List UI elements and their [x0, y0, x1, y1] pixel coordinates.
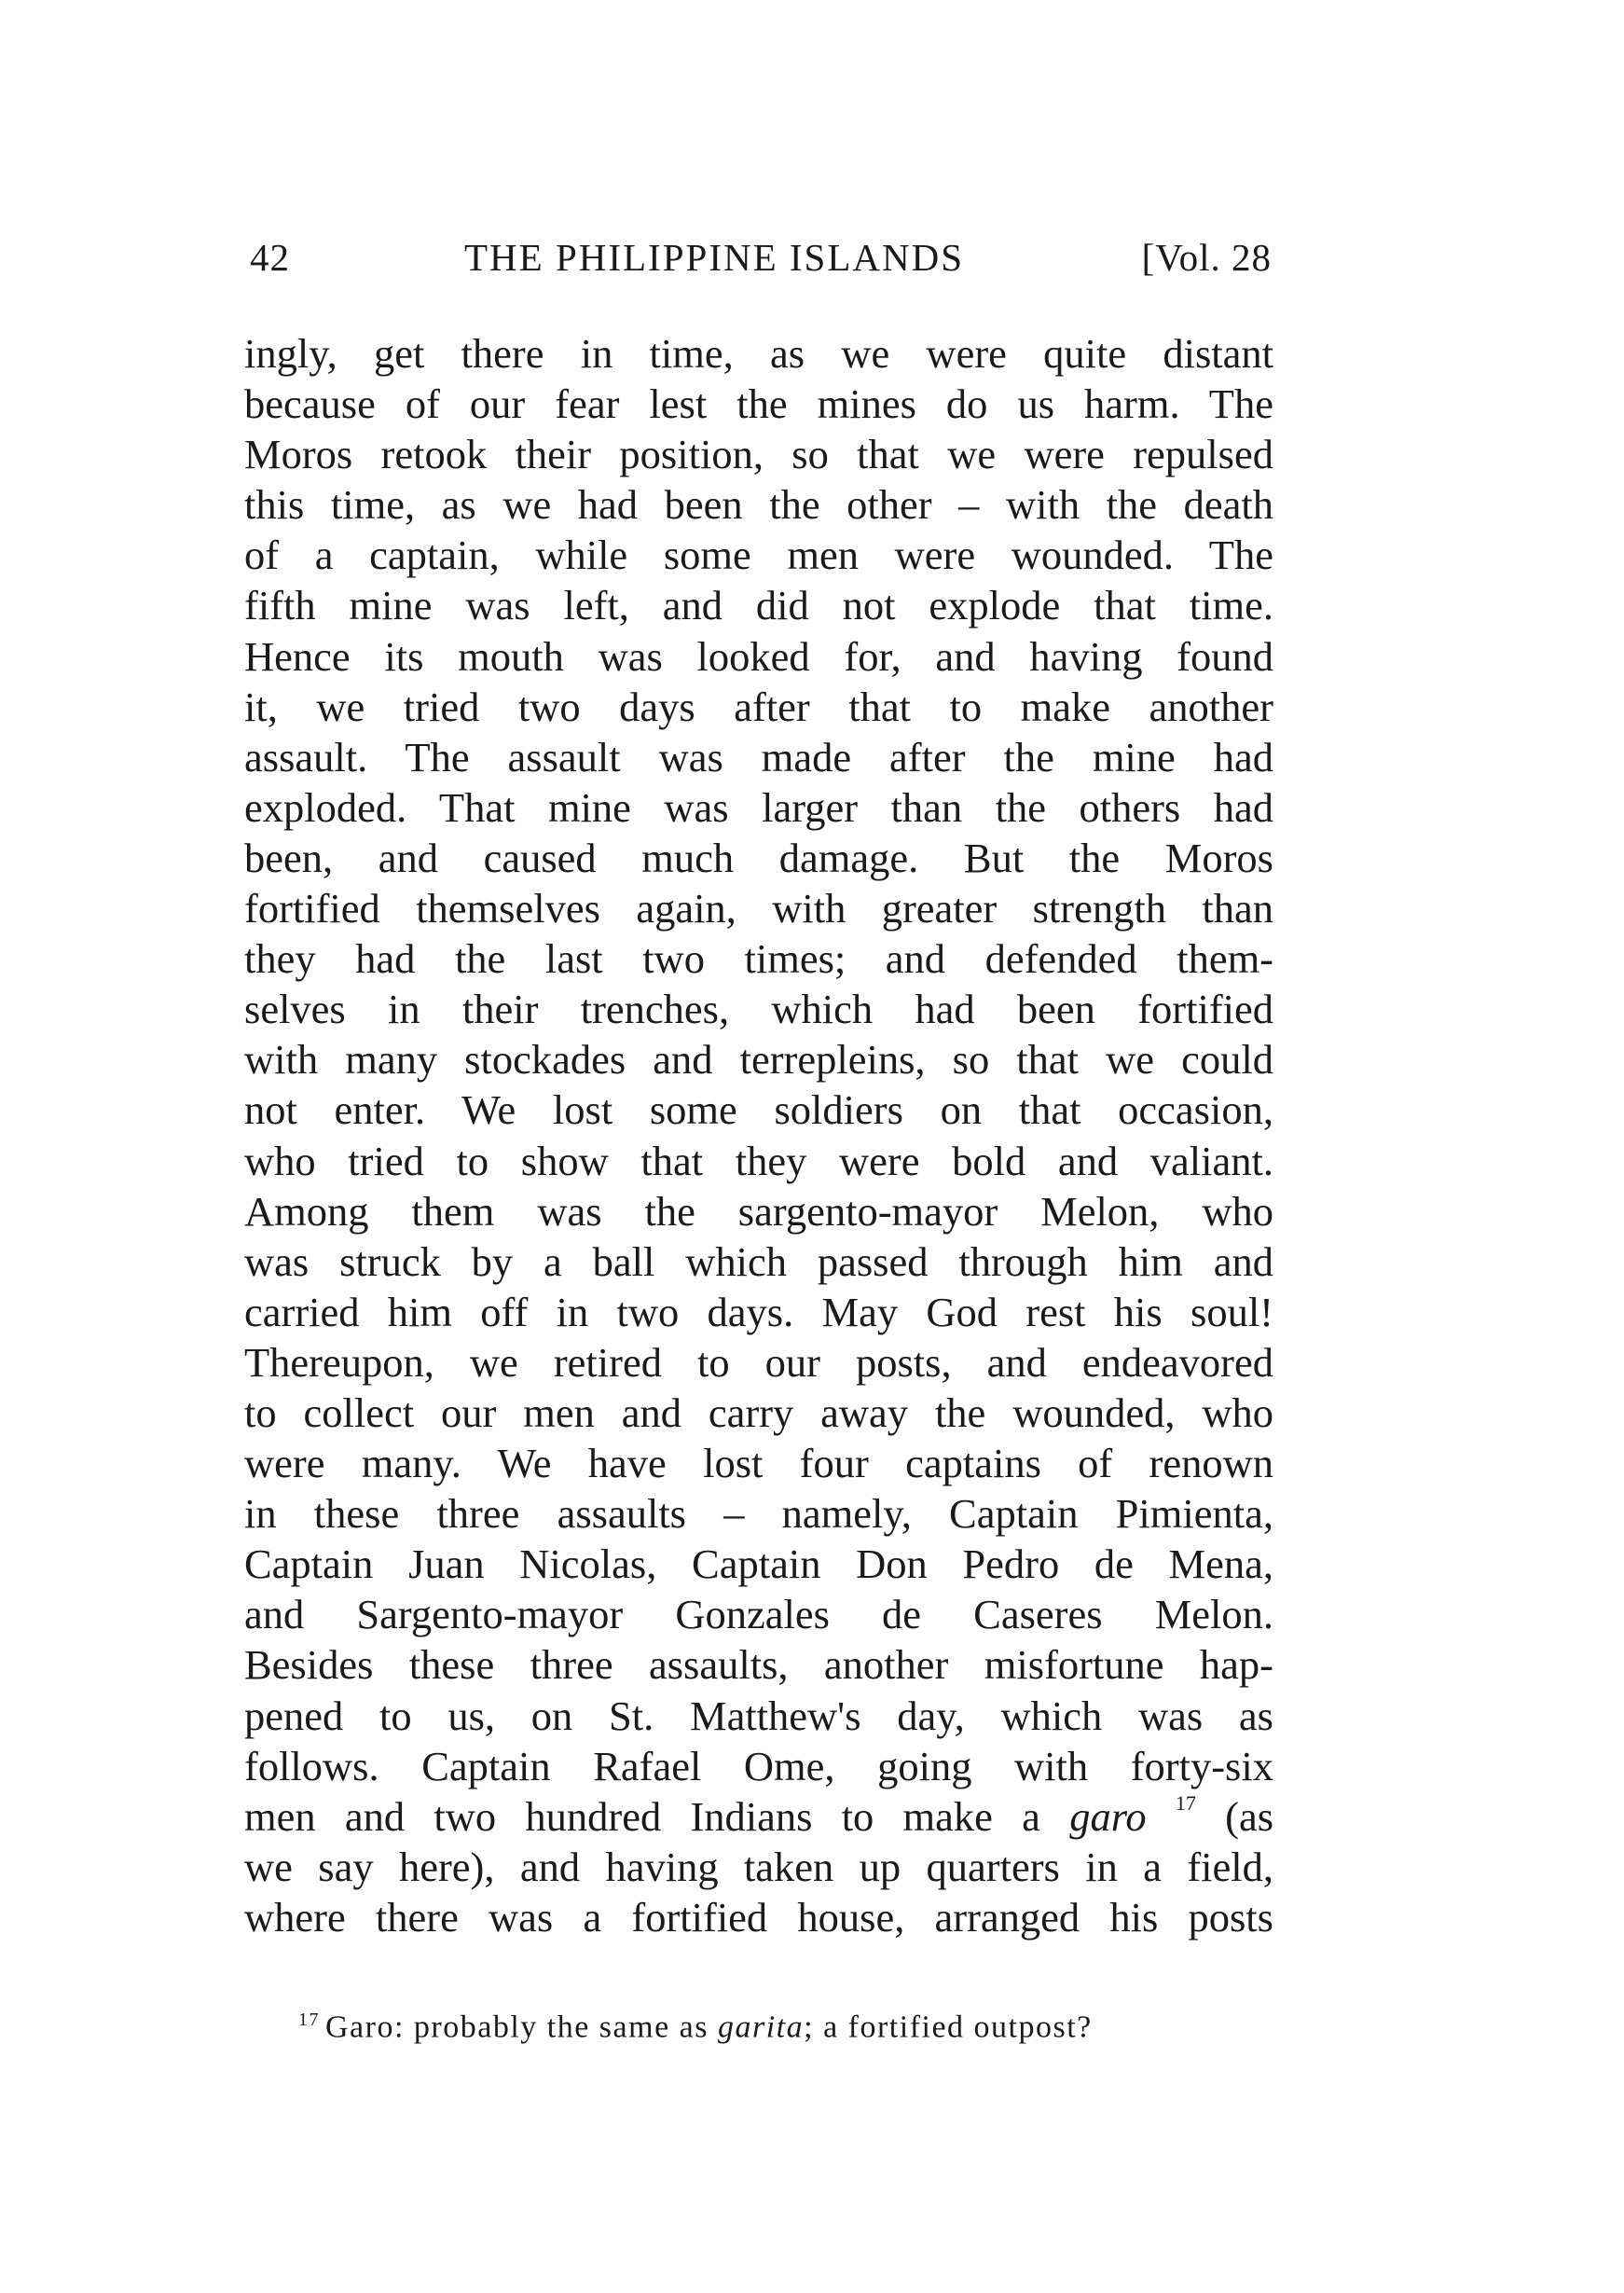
- text-line: they had the last two times; and defended them-: [244, 935, 1273, 983]
- text-line: this time, as we had been the other – with the death: [244, 481, 1273, 529]
- text-line: ingly, get there in time, as we were quite distant: [244, 330, 1273, 377]
- text-line: pened to us, on St. Matthew's day, which was as: [244, 1692, 1273, 1739]
- text-line: in these three assaults – namely, Captain Pimienta,: [244, 1490, 1273, 1538]
- text-line: been, and caused much damage. But the Moros: [244, 834, 1273, 881]
- text-line: of a captain, while some men were wounded. The: [244, 532, 1273, 579]
- footnote-term: garita: [718, 2010, 805, 2045]
- text-line: Among them was the sargento-mayor Melon, who: [244, 1187, 1273, 1235]
- garo-line-before: men and two hundred Indians to make a: [244, 1792, 1070, 1840]
- text-line: fifth mine was left, and did not explode that time.: [244, 582, 1273, 629]
- garo-term: garo: [1069, 1792, 1147, 1840]
- running-header: [250, 235, 1272, 287]
- text-line: where there was a fortified house, arranged his posts: [244, 1893, 1273, 1941]
- text-line: to collect our men and carry away the wounded, who: [244, 1388, 1273, 1436]
- footnote: [298, 2010, 1093, 2045]
- text-line: with many stockades and terrepleins, so that we could: [244, 1036, 1273, 1084]
- text-line: who tried to show that they were bold and valiant.: [244, 1137, 1273, 1184]
- text-line: follows. Captain Rafael Ome, going with forty-six: [244, 1742, 1273, 1789]
- body-text: [244, 328, 1273, 1942]
- text-line: carried him off in two days. May God rest his soul!: [244, 1288, 1273, 1335]
- text-line: assault. The assault was made after the mine had: [244, 733, 1273, 780]
- page-number: 42: [250, 236, 290, 279]
- text-line: Hence its mouth was looked for, and having found: [244, 632, 1273, 680]
- footnote-text-after: ; a fortified outpost?: [804, 2010, 1093, 2045]
- text-line: it, we tried two days after that to make another: [244, 683, 1273, 730]
- footnote-text-before: Garo: probably the same as: [325, 2010, 718, 2045]
- text-line: not enter. We lost some soldiers on that occasion,: [244, 1086, 1273, 1134]
- text-line: Moros retook their position, so that we were repulsed: [244, 431, 1273, 478]
- text-line: Captain Juan Nicolas, Captain Don Pedro de Mena,: [244, 1540, 1273, 1588]
- running-title: THE PHILIPPINE ISLANDS: [464, 236, 964, 279]
- text-line: we say here), and having taken up quarters in a field,: [244, 1843, 1273, 1890]
- text-line: selves in their trenches, which had been fortified: [244, 986, 1273, 1033]
- garo-line-after: (as: [1195, 1792, 1274, 1840]
- text-line: Besides these three assaults, another misfortune hap-: [244, 1641, 1273, 1689]
- text-line: were many. We have lost four captains of renown: [244, 1440, 1273, 1487]
- volume-label: [Vol. 28: [1141, 236, 1272, 279]
- text-line-garo: [244, 1791, 1273, 1842]
- text-line: exploded. That mine was larger than the others had: [244, 783, 1273, 831]
- text-line: because of our fear lest the mines do us harm. The: [244, 380, 1273, 428]
- footnote-marker: 17: [298, 2010, 320, 2030]
- footnote-reference[interactable]: 17: [1175, 1790, 1196, 1815]
- text-line: fortified themselves again, with greater strength than: [244, 885, 1273, 932]
- text-line: was struck by a ball which passed through him and: [244, 1237, 1273, 1285]
- text-line: and Sargento-mayor Gonzales de Caseres Melon.: [244, 1591, 1273, 1638]
- text-line: Thereupon, we retired to our posts, and endeavored: [244, 1338, 1273, 1386]
